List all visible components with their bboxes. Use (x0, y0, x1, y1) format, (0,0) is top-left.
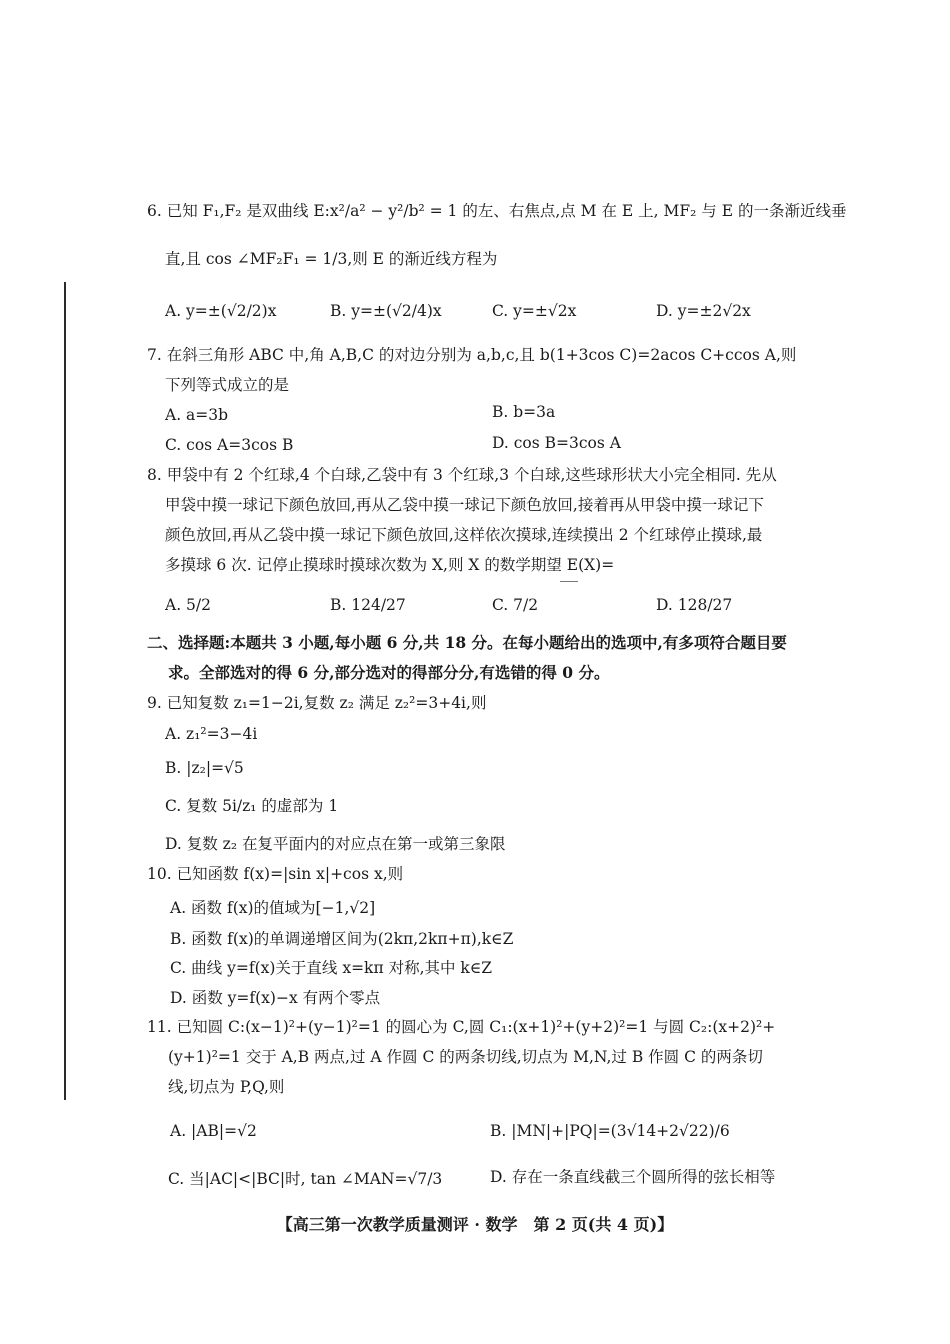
q8-line-1: 8. 甲袋中有 2 个红球,4 个白球,乙袋中有 3 个红球,3 个白球,这些球形状大小完全相同. 先从 (147, 466, 777, 484)
q9-stem: 9. 已知复数 z₁=1−2i,复数 z₂ 满足 z₂²=3+4i,则 (147, 694, 487, 712)
q6-option-c: C. y=±√2x (492, 302, 577, 320)
q10-option-b: B. 函数 f(x)的单调递增区间为(2kπ,2kπ+π),k∈Z (170, 930, 514, 948)
q11-option-d: D. 存在一条直线截三个圆所得的弦长相等 (490, 1168, 776, 1186)
q6-option-a: A. y=±(√2/2)x (165, 302, 277, 320)
q11-line-3: 线,切点为 P,Q,则 (168, 1078, 285, 1096)
q7-line-1: 7. 在斜三角形 ABC 中,角 A,B,C 的对边分别为 a,b,c,且 b(1+3cos C)=2acos C+ccos A,则 (147, 346, 797, 364)
q8-option-d: D. 128/27 (656, 596, 733, 614)
q7-option-a: A. a=3b (165, 406, 229, 424)
q10-stem: 10. 已知函数 f(x)=|sin x|+cos x,则 (147, 865, 404, 883)
q7-option-d: D. cos B=3cos A (492, 434, 621, 452)
q7-line-2: 下列等式成立的是 (165, 376, 290, 394)
q9-option-d: D. 复数 z₂ 在复平面内的对应点在第一或第三象限 (165, 835, 506, 853)
section-2-line-1: 二、选择题:本题共 3 小题,每小题 6 分,共 18 分。在每小题给出的选项中,有多项符合题目要 (147, 633, 787, 652)
q6-line-1: 6. 已知 F₁,F₂ 是双曲线 E:x²/a² − y²/b² = 1 的左、右焦点,点 M 在 E 上, MF₂ 与 E 的一条渐近线垂 (147, 202, 847, 220)
q6-line-2: 直,且 cos ∠MF₂F₁ = 1/3,则 E 的渐近线方程为 (165, 250, 498, 268)
q11-option-a: A. |AB|=√2 (170, 1122, 257, 1140)
q11-line-1: 11. 已知圆 C:(x−1)²+(y−1)²=1 的圆心为 C,圆 C₁:(x+1)²+(y+2)²=1 与圆 C₂:(x+2)²+ (147, 1018, 776, 1036)
q6-option-d: D. y=±2√2x (656, 302, 751, 320)
q7-option-b: B. b=3a (492, 403, 556, 421)
q8-option-c: C. 7/2 (492, 596, 539, 614)
q11-option-b: B. |MN|+|PQ|=(3√14+2√22)/6 (490, 1122, 730, 1140)
stray-mark (560, 581, 578, 582)
q8-line-2: 甲袋中摸一球记下颜色放回,再从乙袋中摸一球记下颜色放回,接着再从甲袋中摸一球记下 (165, 496, 764, 514)
q8-line-3: 颜色放回,再从乙袋中摸一球记下颜色放回,这样依次摸球,连续摸出 2 个红球停止摸球,最 (165, 526, 763, 544)
q11-line-2: (y+1)²=1 交于 A,B 两点,过 A 作圆 C 的两条切线,切点为 M,N,过 B 作圆 C 的两条切 (168, 1048, 763, 1066)
q10-option-d: D. 函数 y=f(x)−x 有两个零点 (170, 989, 381, 1007)
q6-option-b: B. y=±(√2/4)x (330, 302, 442, 320)
q10-option-a: A. 函数 f(x)的值域为[−1,√2] (170, 899, 376, 917)
q11-option-c: C. 当|AC|<|BC|时, tan ∠MAN=√7/3 (168, 1170, 443, 1188)
margin-line (64, 282, 66, 1100)
q9-option-b: B. |z₂|=√5 (165, 759, 244, 777)
q7-option-c: C. cos A=3cos B (165, 436, 294, 454)
q10-option-c: C. 曲线 y=f(x)关于直线 x=kπ 对称,其中 k∈Z (170, 959, 493, 977)
section-2-line-2: 求。全部选对的得 6 分,部分选对的得部分分,有选错的得 0 分。 (168, 663, 610, 682)
q8-line-4: 多摸球 6 次. 记停止摸球时摸球次数为 X,则 X 的数学期望 E(X)= (165, 556, 615, 574)
q9-option-c: C. 复数 5i/z₁ 的虚部为 1 (165, 797, 339, 815)
page-footer: 【高三第一次教学质量测评 · 数学 第 2 页(共 4 页)】 (276, 1215, 674, 1234)
q9-option-a: A. z₁²=3−4i (165, 725, 258, 743)
q8-option-b: B. 124/27 (330, 596, 406, 614)
q8-option-a: A. 5/2 (165, 596, 211, 614)
